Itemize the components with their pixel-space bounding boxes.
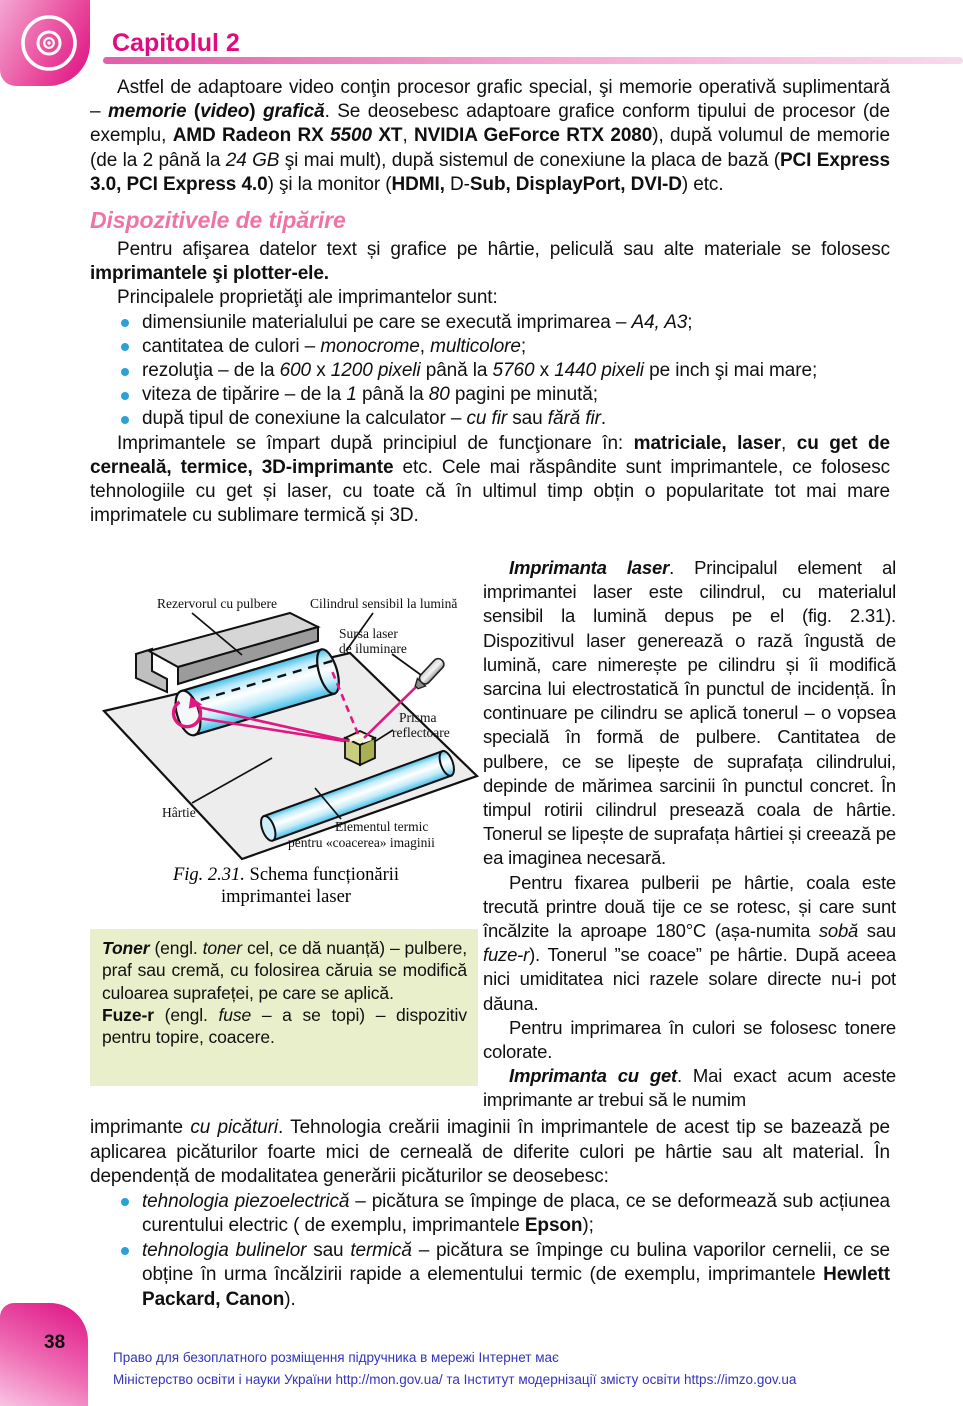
inkjet-continuation-paragraph: imprimante cu picături. Tehnologia creării imaginii în imprimantele de acest tip se bazează pe aplicarea picăturilor foarte mici de cerneală de diferite culori pe hârtie sau alt material. În dependență de modalitatea generării picăturilor se deosebesc: — [90, 1117, 890, 1187]
inkjet-text-block — [90, 1116, 890, 1312]
list-item-text: tehnologia piezoelectrică – picătura se împinge de placa, ce se deformează sub acțiunea curentului electric ( de exemplu, imprimantele Epson); — [142, 1190, 891, 1236]
bullet-dot-icon — [121, 1247, 129, 1255]
figure-caption-line1 — [92, 864, 480, 886]
list-item-text: după tipul de conexiune la calculator – cu fir sau fără fir. — [142, 408, 607, 430]
figure-label-reservoir: Rezervorul cu pulbere — [157, 596, 277, 611]
reflecting-prism-shape — [345, 731, 375, 765]
page-number-tab — [0, 1303, 88, 1406]
footer-line-2: Міністерство освіти і науки України http://mon.gov.ua/ та Інститут модернізації змісту освіти https://imzo.gov.ua — [113, 1371, 797, 1387]
printer-types-paragraph: Imprimantele se împart după principiul de funcţionare în: matriciale, laser, cu get de cerneală, termice, 3D-imprimante etc. Cele mai răspândite sunt imprimantele, ce folosesc tehnologiile cu get și laser, cu toate că în ultimul timp obțin o popularitate tot mai mare imprimatele cu sublimare termică și 3D. — [90, 432, 890, 527]
figure-label-laser-source: Sursa laser — [339, 626, 398, 641]
figure-number: Fig. 2.31. — [172, 865, 245, 885]
laser-paragraph-2: Pentru fixarea pulberii pe hârtie, coala este trecută printre două tije ce se rotesc, și care sunt încălzite la aproape 180°C (așa-numita sobă sau fuze-r). Tonerul ”se coace” pe hârtie. După aceea nici umiditatea nici razele solare directe nu-i pot dăuna. — [483, 871, 896, 1014]
laser-printer-text-column — [483, 556, 896, 1113]
figure-label-drum: Cilindrul sensibil la lumină — [310, 596, 458, 611]
figure-2-31-laser-printer-schema — [92, 591, 480, 861]
figure-label-thermal: Elementul termic — [335, 819, 429, 834]
list-item — [90, 1190, 890, 1239]
inkjet-paragraph-start: Imprimanta cu get. Mai exact acum aceste imprimante ar trebui să le numim — [483, 1065, 896, 1111]
list-item — [90, 335, 890, 359]
printer-properties-list — [90, 311, 890, 432]
figure-label-prism-2: reflectoare — [392, 725, 450, 740]
chapter-title: Capitolul 2 — [112, 29, 240, 57]
bullet-dot-icon — [121, 368, 129, 376]
bullet-dot-icon — [121, 319, 129, 327]
list-item — [90, 383, 890, 407]
laser-paragraph-3: Pentru imprimarea în culori se folosesc tonere colorate. — [483, 1016, 896, 1063]
section-heading: Dispozitivele de tipărire — [90, 207, 346, 234]
printing-intro-paragraph: Pentru afişarea datelor text și grafice pe hârtie, peliculă sau alte materiale se folosesc imprimantele şi plotter-ele. — [90, 239, 890, 285]
intro-paragraph: Astfel de adaptoare video conţin procesor grafic special, şi memorie operativă suplimentară – memorie (video) grafică. Se deosebesc adaptoare grafice conform tipului de procesor (de exemplu, AMD Radeon RX 5500 XT, NVIDIA GeForce RTX 2080), după volumul de memorie (de la 2 până la 24 GB şi mai mult), după sistemul de conexiune la placa de bază (PCI Express 3.0, PCI Express 4.0) şi la monitor (HDMI, D-Sub, DisplayPort, DVI-D) etc. — [90, 77, 890, 195]
list-item — [90, 311, 890, 335]
inkjet-technologies-list — [90, 1190, 890, 1313]
list-item-text: cantitatea de culori – monocrome, multicolore; — [142, 335, 527, 357]
list-item — [90, 407, 890, 431]
figure-label-laser-source-2: de iluminare — [339, 641, 407, 656]
bullet-dot-icon — [121, 416, 129, 424]
figure-label-thermal-2: pentru «coacerea» imaginii — [288, 835, 435, 850]
figure-label-prism: Prisma — [399, 710, 437, 725]
footer-copyright — [113, 1347, 913, 1390]
page-corner-decoration — [0, 0, 90, 86]
figure-caption-text: Schema funcționării — [244, 865, 400, 885]
figure-caption — [92, 864, 480, 908]
header-rule — [103, 57, 963, 64]
page-number: 38 — [44, 1332, 66, 1353]
main-text-column — [90, 76, 890, 528]
laser-pen-shape — [413, 657, 446, 692]
figure-label-paper: Hârtie — [162, 805, 196, 820]
list-item-text: tehnologia bulinelor sau termică – picătura se împinge cu bulina vaporilor cernelii, ce se obține în urma încălzirii rapide a elementului termic (de exemplu, imprimantele Hewlett Packard, Canon). — [142, 1239, 890, 1310]
toner-definition: Toner (engl. toner cel, ce dă nuanță) – pulbere, praf sau cremă, cu folosirea căruia se modifică culoarea suprafeței, pe care se aplică. — [102, 938, 467, 1003]
fuzer-definition: Fuze-r (engl. fuse – a se topi) – dispozitiv pentru topire, coacere. — [102, 1004, 467, 1048]
properties-lead: Principalele proprietăţi ale imprimantelor sunt: — [117, 287, 498, 309]
list-item-text: dimensiunile materialului pe care se execută imprimarea – A4, A3; — [142, 311, 693, 333]
bullet-dot-icon — [121, 343, 129, 351]
cd-disc-icon — [13, 7, 85, 79]
definition-infobox — [90, 929, 478, 1086]
list-item — [90, 1239, 890, 1313]
list-item — [90, 359, 890, 383]
list-item-text: viteza de tipărire – de la 1 până la 80 pagini pe minută; — [142, 384, 598, 406]
list-item-text: rezoluţia – de la 600 x 1200 pixeli până la 5760 x 1440 pixeli pe inch şi mai mare; — [142, 360, 818, 382]
bullet-dot-icon — [121, 1198, 129, 1206]
footer-line-1: Право для безоплатного розміщення підручника в мережі Інтернет має — [113, 1350, 559, 1365]
laser-paragraph-1: Imprimanta laser. Principalul element al imprimantei laser este cilindrul, cu materialul sensibil la lumină depus pe el (fig. 2.31). Dispozitivul laser generează o rază îngustă de lumină, care nimerește pe cilindru și îi modifică sarcina lui electrostatică în punctul de incidență. În continuare pe cilindru se aplică tonerul – o vopsea specială în formă de pulbere. Cantitatea de pulbere, ce se lipește de suprafața cilindrului, depinde de mărimea sarcinii în punctul concret. În timpul rotirii cilindrul presează coala de hârtie. Tonerul se lipește de suprafața hârtiei și creează pe ea imaginea necesară. — [483, 557, 896, 869]
bullet-dot-icon — [121, 392, 129, 400]
figure-caption-line2: imprimantei laser — [221, 887, 351, 907]
